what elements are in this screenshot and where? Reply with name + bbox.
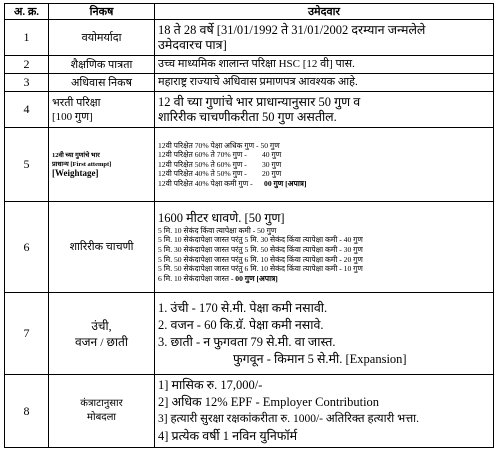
criterion-line: उंची,: [91, 318, 112, 333]
requirement-line: 1600 मीटर धावणे. [50 गुण]: [158, 210, 285, 225]
header-sr-no: अ. क्र.: [5, 4, 49, 20]
criterion-line: वजन / छाती: [74, 334, 129, 349]
requirement-line: महाराष्ट्र राज्याचे अधिवास प्रमाणपत्र आवश्यक आहे.: [158, 76, 358, 88]
row-number: 7: [5, 293, 49, 375]
requirement-line: [158, 179, 490, 189]
requirement-line: 5 मि. 10 सेकंद किंवा त्यापेक्षा कमी - 50 गुण: [158, 225, 277, 235]
criterion-line: भरती परिक्षा: [52, 96, 101, 109]
requirement-line: 12 वी च्या गुणांचे भार प्राधान्यानुसार 50 गुण व: [158, 94, 361, 109]
header-candidate: उमेदवार: [155, 4, 494, 20]
header-criterion: निकष: [49, 4, 155, 20]
criterion-line: [100 गुण]: [52, 110, 93, 123]
requirement-cell: [155, 56, 494, 74]
requirement-line: 5 मि. 50 सेकंदापेक्षा जास्त परंतु 6 मि. 10 सेकंद किंवा त्यापेक्षा कमी - 20 गुण: [158, 254, 363, 264]
ineligible-score: 00 गुण [अपात्र]: [264, 178, 307, 188]
criterion-line: कंत्राटानुसार: [80, 398, 123, 409]
table-row: [5, 56, 494, 74]
criterion-cell: वयोमर्यादा: [49, 20, 155, 56]
requirement-line: फुगवून - किमान 5 से.मी. [Expansion]: [233, 351, 407, 366]
requirement-line: शारिरीक चाचणीकरीता 50 गुण असतील.: [158, 109, 337, 124]
requirement-line: 3. छाती - न फुगवता 79 से.मी. वा जास्त.: [158, 334, 336, 349]
criterion-line: मोबदला: [87, 412, 116, 423]
requirement-line: 18 ते 28 वर्षे [31/01/1992 ते 31/01/2002 दरम्यान जन्मलेले: [158, 22, 426, 37]
requirement-line: [158, 274, 490, 284]
requirement-line: 12वी परिक्षेत 60% ते 70% गुण - 40 गुण: [158, 150, 282, 160]
requirement-line: 5 मि. 10 सेकंदापेक्षा जास्त परंतु 5 मि. 30 सेकंद किंवा त्यापेक्षा कमी - 40 गुण: [158, 235, 363, 245]
criterion-line: 12वी च्या गुणांचे भार: [52, 152, 100, 159]
requirement-line: 12वी परिक्षेत 40% ते 50% गुण - 20 गुण: [158, 169, 282, 179]
row-number: 5: [5, 128, 49, 202]
header-row: [5, 4, 494, 20]
requirement-line: उच्च माध्यमिक शालान्त परिक्षा HSC [12 वी] पास.: [158, 58, 355, 70]
row-number: 2: [5, 56, 49, 74]
requirement-text: 12वी परिक्षेत 40% पेक्षा कमी गुण -: [158, 178, 265, 188]
requirement-text: 6 मि. 10 सेकंदापेक्षा जास्त -: [158, 273, 236, 283]
criterion-cell: शैक्षणिक पात्रता: [49, 56, 155, 74]
table-row: [5, 20, 494, 56]
criterion-cell: [49, 92, 155, 128]
requirement-line: 2. वजन - 60 कि.ग्रॅ. पेक्षा कमी नसावे.: [158, 317, 324, 332]
recruitment-criteria-table: [4, 3, 494, 448]
requirement-line: 4] प्रत्येक वर्षी 1 नविन युनिफॉर्म: [158, 429, 298, 443]
criterion-cell: अधिवास निकष: [49, 74, 155, 92]
row-number: 3: [5, 74, 49, 92]
table-row: [5, 202, 494, 293]
row-number: 6: [5, 202, 49, 293]
requirement-line: 12वी परिक्षेत 50% ते 60% गुण - 30 गुण: [158, 159, 282, 169]
row-number: 1: [5, 20, 49, 56]
criterion-cell: [49, 375, 155, 448]
criterion-cell: [49, 293, 155, 375]
table-row: [5, 375, 494, 448]
row-number: 8: [5, 375, 49, 448]
requirement-line: 2] अधिक 12% EPF - Employer Contribution: [158, 395, 380, 409]
requirement-cell: [155, 375, 494, 448]
requirement-line: 3] हत्यारी सुरक्षा रक्षकांकरीता रु. 1000/- अतिरिक्त हत्यारी भत्ता.: [158, 413, 420, 425]
requirement-cell: [155, 74, 494, 92]
criterion-line: प्राधान्य [First attempt]: [52, 161, 112, 168]
requirement-line: 12वी परिक्षेत 70% पेक्षा अधिक गुण - 50 गुण: [158, 140, 280, 150]
ineligible-score: 00 गुण [अपात्र]: [235, 273, 278, 283]
requirement-cell: [155, 293, 494, 375]
requirement-cell: [155, 92, 494, 128]
table-row: [5, 128, 494, 202]
requirement-cell: [155, 202, 494, 293]
table-row: [5, 293, 494, 375]
requirement-cell: [155, 128, 494, 202]
requirement-line: उमेदवारच पात्र]: [158, 37, 227, 52]
requirement-cell: [155, 20, 494, 56]
table-row: [5, 92, 494, 128]
criterion-cell: [49, 128, 155, 202]
table-row: [5, 74, 494, 92]
requirement-line: 1] मासिक रु. 17,000/-: [158, 378, 263, 392]
requirement-line: 5 मि. 50 सेकंदापेक्षा जास्त परंतु 6 मि. 10 सेकंद किंवा त्यापेक्षा कमी - 10 गुण: [158, 264, 363, 274]
criterion-cell: शारिरीक चाचणी: [49, 202, 155, 293]
requirement-line: 5 मि. 30 सेकंदापेक्षा जास्त परंतु 5 मि. 50 सेकंद किंवा त्यापेक्षा कमी - 30 गुण: [158, 244, 363, 254]
requirement-line: 1. उंची - 170 से.मी. पेक्षा कमी नसावी.: [158, 300, 328, 315]
row-number: 4: [5, 92, 49, 128]
criterion-line: [Weightage]: [52, 168, 99, 178]
